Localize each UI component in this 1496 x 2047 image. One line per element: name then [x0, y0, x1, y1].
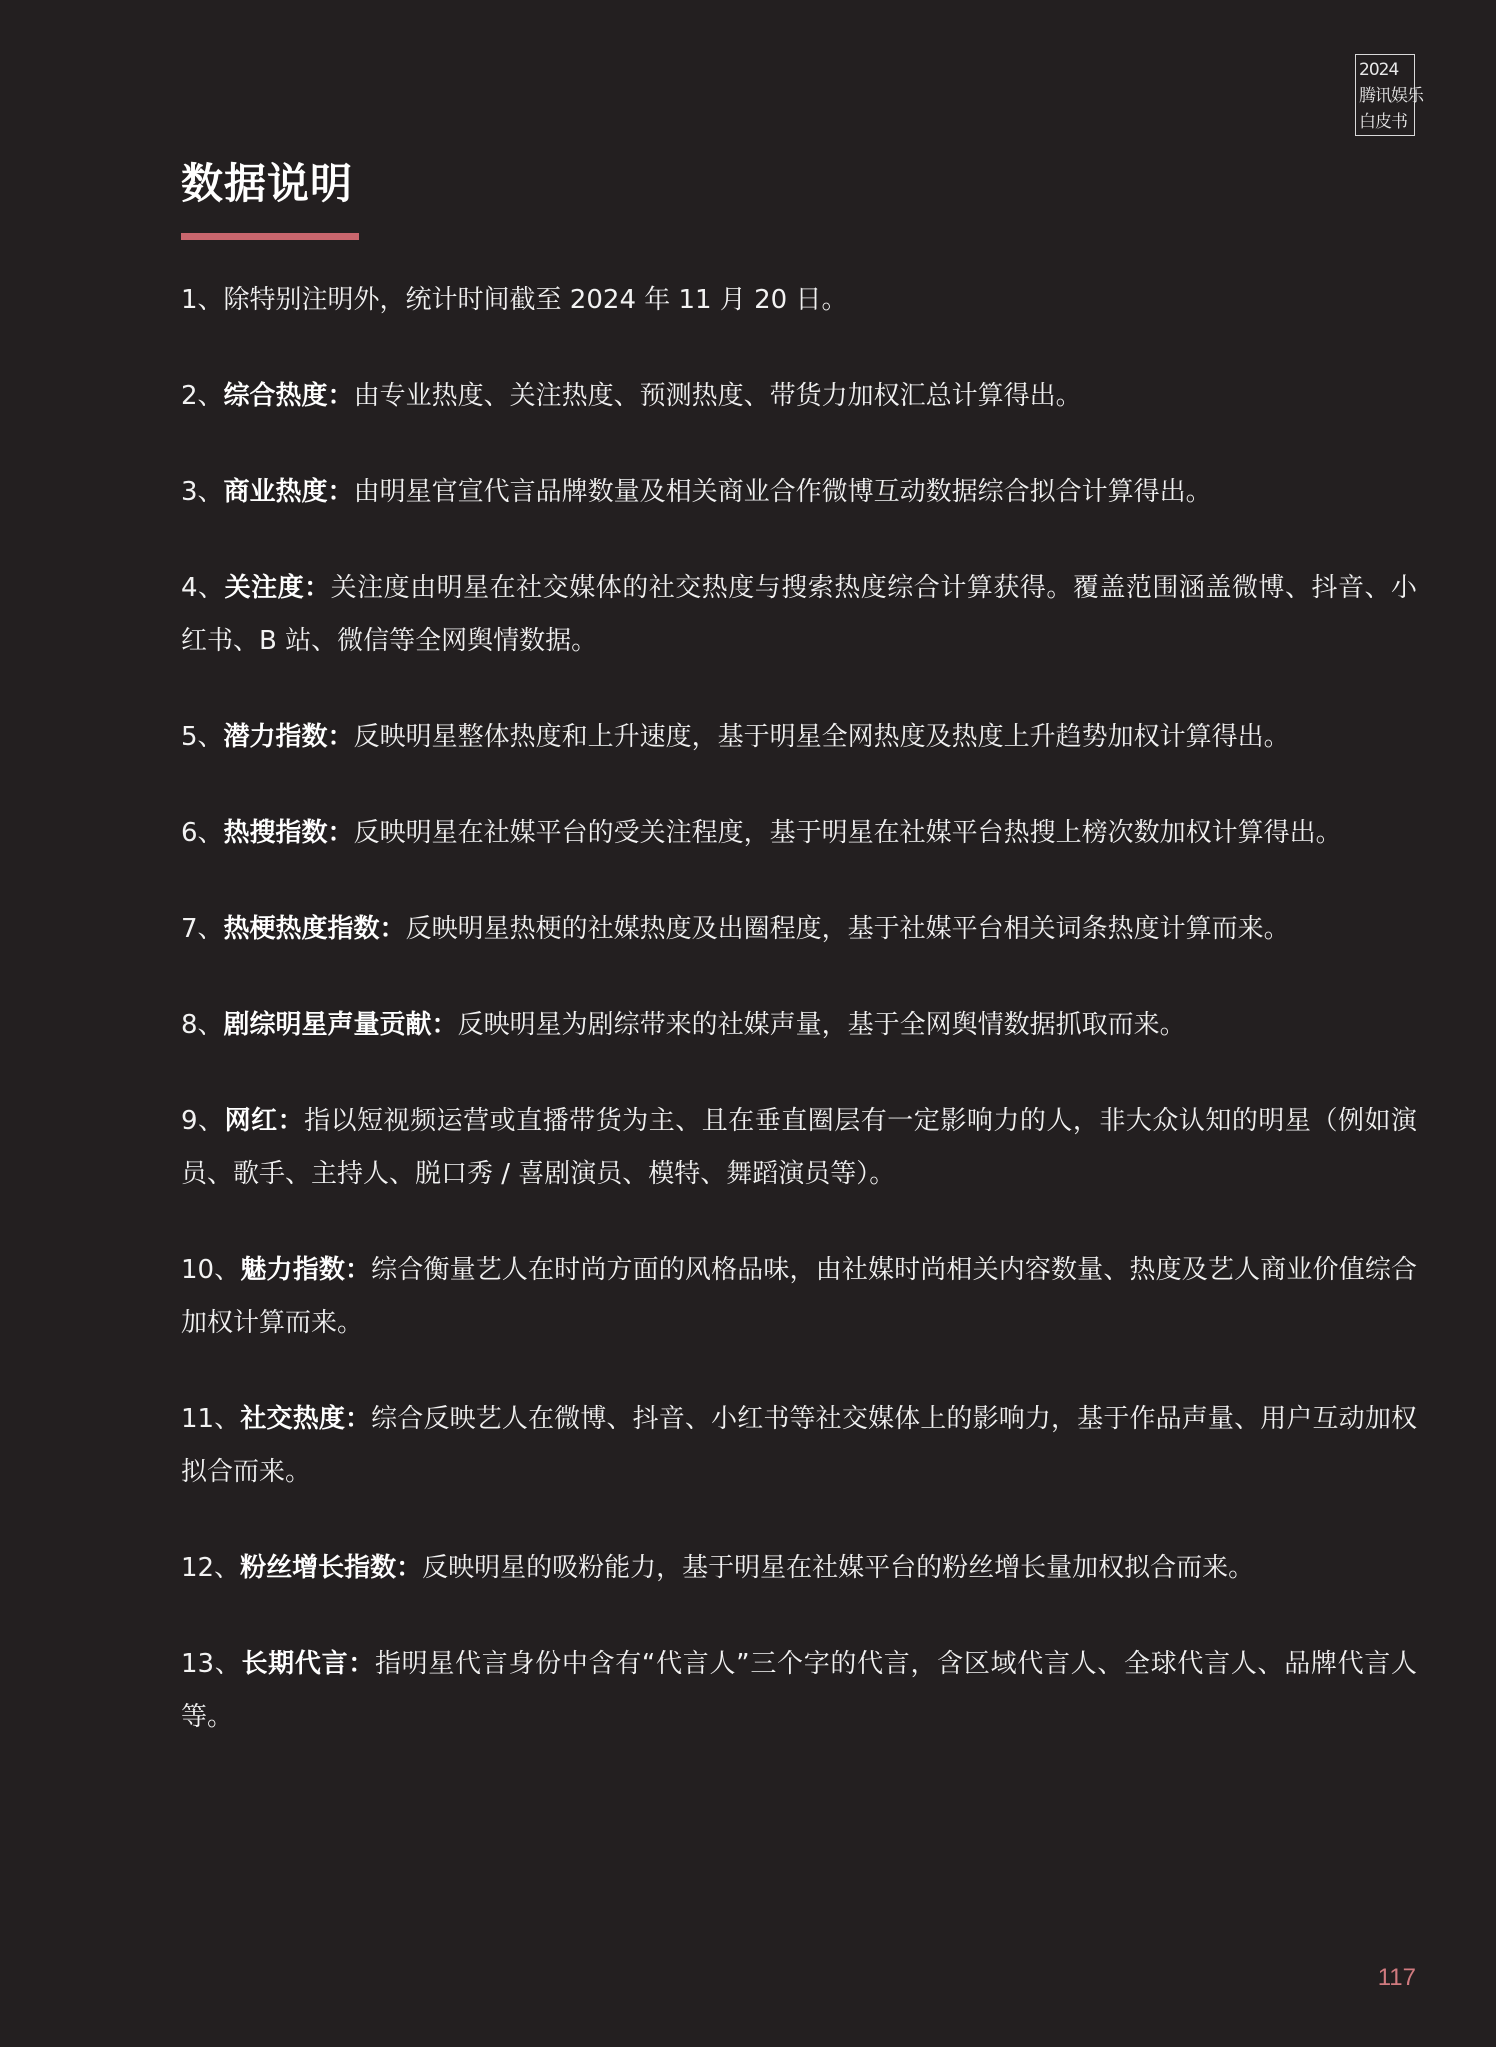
- note-text: 反映明星热梗的社媒热度及出圈程度，基于社媒平台相关词条热度计算而来。: [405, 914, 1290, 944]
- note-number: 9、: [181, 1106, 225, 1136]
- note-number: 6、: [181, 818, 224, 848]
- note-number: 8、: [181, 1010, 224, 1040]
- note-text: 由明星官宣代言品牌数量及相关商业合作微博互动数据综合拟合计算得出。: [353, 477, 1212, 507]
- note-number: 5、: [181, 722, 224, 752]
- badge-doc-type: 白皮书: [1359, 112, 1407, 132]
- note-item: [181, 1393, 1417, 1499]
- page-number: 117: [1377, 1964, 1416, 1991]
- note-item: [181, 1638, 1417, 1744]
- note-term: 剧综明星声量贡献：: [223, 1010, 458, 1040]
- note-item: [181, 711, 1417, 764]
- note-number: 4、: [181, 573, 225, 603]
- note-item: [181, 999, 1417, 1052]
- note-term: 综合热度：: [223, 381, 354, 411]
- note-item: [181, 562, 1417, 668]
- note-term: 热搜指数：: [223, 818, 354, 848]
- note-number: 13、: [181, 1649, 242, 1679]
- note-term: 魅力指数：: [240, 1255, 372, 1285]
- note-item: [181, 370, 1417, 423]
- note-number: 2、: [181, 381, 224, 411]
- note-number: 12、: [181, 1553, 241, 1583]
- note-text: 反映明星整体热度和上升速度，基于明星全网热度及热度上升趋势加权计算得出。: [353, 722, 1290, 752]
- note-text: 指明星代言身份中含有“代言人”三个字的代言，含区域代言人、全球代言人、品牌代言人等。: [181, 1649, 1417, 1732]
- note-item: [181, 1542, 1417, 1595]
- note-term: 社交热度：: [240, 1404, 372, 1434]
- note-item: [181, 466, 1417, 519]
- page-title: 数据说明: [181, 159, 354, 208]
- note-term: 粉丝增长指数：: [240, 1553, 423, 1583]
- note-text: 关注度由明星在社交媒体的社交热度与搜索热度综合计算获得。覆盖范围涵盖微博、抖音、小红书、B 站、微信等全网舆情数据。: [181, 573, 1417, 656]
- note-term: 热梗热度指数：: [223, 914, 406, 944]
- badge-brand: 腾讯娱乐: [1359, 86, 1423, 106]
- title-underline: [181, 233, 359, 240]
- note-number: 3、: [181, 477, 224, 507]
- note-item: [181, 903, 1417, 956]
- note-term: 长期代言：: [241, 1649, 375, 1679]
- notes-list: [181, 274, 1417, 1787]
- note-item: [181, 1095, 1417, 1201]
- note-term: 关注度：: [224, 573, 331, 603]
- note-term: 潜力指数：: [223, 722, 354, 752]
- note-item: [181, 1244, 1417, 1350]
- note-text: 由专业热度、关注热度、预测热度、带货力加权汇总计算得出。: [353, 381, 1082, 411]
- note-text: 指以短视频运营或直播带货为主、且在垂直圈层有一定影响力的人，非大众认知的明星（例如演员、歌手、主持人、脱口秀 / 喜剧演员、模特、舞蹈演员等）。: [181, 1106, 1417, 1189]
- whitepaper-badge: [1355, 54, 1423, 136]
- note-number: 10、: [181, 1255, 241, 1285]
- note-number: 7、: [181, 914, 224, 944]
- note-text: 反映明星在社媒平台的受关注程度，基于明星在社媒平台热搜上榜次数加权计算得出。: [353, 818, 1342, 848]
- note-item: [181, 807, 1417, 860]
- note-term: 商业热度：: [223, 477, 354, 507]
- badge-year: 2024: [1359, 60, 1399, 80]
- note-item: [181, 274, 1417, 327]
- note-text: 反映明星为剧综带来的社媒声量，基于全网舆情数据抓取而来。: [457, 1010, 1186, 1040]
- note-text: 综合反映艺人在微博、抖音、小红书等社交媒体上的影响力，基于作品声量、用户互动加权拟合而来。: [181, 1404, 1417, 1487]
- note-number: 11、: [181, 1404, 241, 1434]
- note-text: 除特别注明外，统计时间截至 2024 年 11 月 20 日。: [223, 285, 848, 315]
- note-text: 综合衡量艺人在时尚方面的风格品味，由社媒时尚相关内容数量、热度及艺人商业价值综合加权计算而来。: [181, 1255, 1417, 1338]
- note-term: 网红：: [224, 1106, 305, 1136]
- note-text: 反映明星的吸粉能力，基于明星在社媒平台的粉丝增长量加权拟合而来。: [422, 1553, 1255, 1583]
- note-number: 1、: [181, 285, 224, 315]
